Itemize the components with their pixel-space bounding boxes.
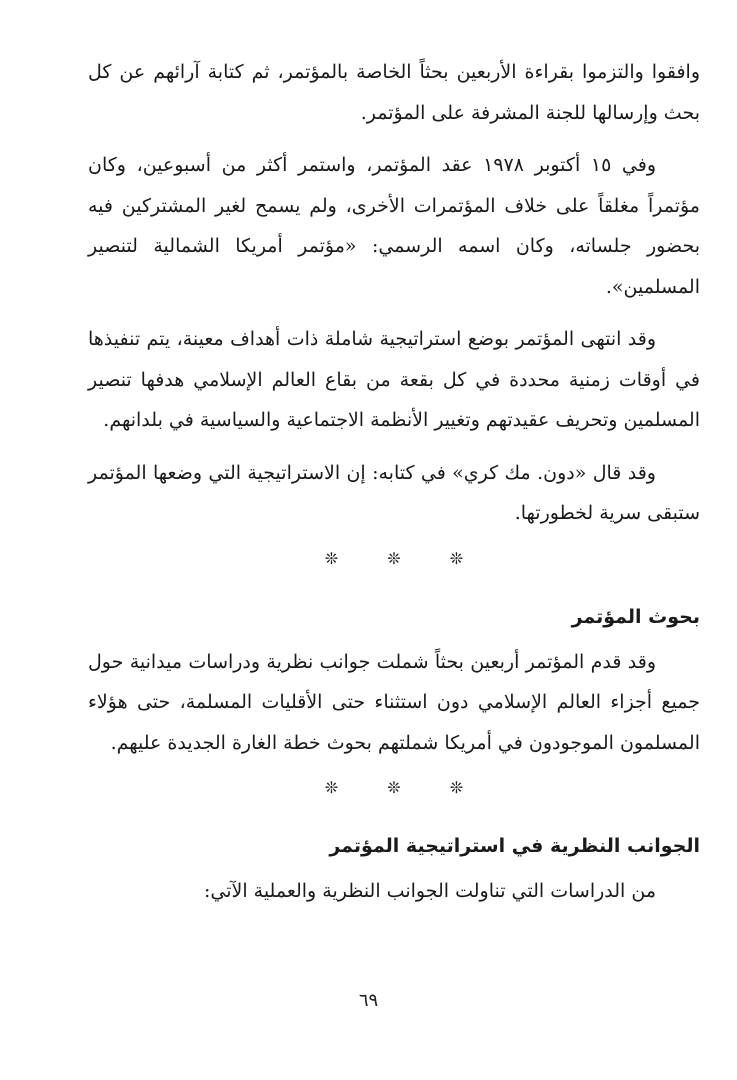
section-separator: ❊ ❊ ❊ [324,548,486,568]
paragraph-continuation: وافقوا والتزموا بقراءة الأربعين بحثاً الخاصة بالمؤتمر، ثم كتابة آرائهم عن كل بحث وإرسالها للجنة المشرفة على المؤتمر. [88,61,700,124]
section-separator: ❊ ❊ ❊ [324,778,486,797]
section-heading-theoretical-aspects: الجوانب النظرية في استراتيجية المؤتمر [329,835,700,857]
paragraph-conference-date: وفي ١٥ أكتوبر ١٩٧٨ عقد المؤتمر، واستمر أكثر من أسبوعين، وكان مؤتمراً مغلقاً على خلاف المؤتمرات الأخرى، ولم يسمح لغير المشتركين فيه بحضور جلساته، وكان اسمه الرسمي: «مؤتمر أمريكا الشمالية لتنصير المسلمين». [88,154,700,298]
paragraph-studies-intro: من الدراسات التي تناولت الجوانب النظرية والعملية الآتي: [203,880,656,902]
page-number: ٦٩ [358,990,379,1011]
section-heading-conference-research: بحوث المؤتمر [571,605,700,628]
document-page [88,52,700,924]
paragraph-strategy: وقد انتهى المؤتمر بوضع استراتيجية شاملة ذات أهداف معينة، يتم تنفيذها في أوقات زمنية محددة في كل بقعة من بقاع العالم الإسلامي هدفها تنصير المسلمين وتحريف عقيدتهم وتغيير الأنظمة الاجتماعية والسياسية في بلدانهم. [88,328,700,431]
paragraph-quote: وقد قال «دون. مك كري» في كتابه: إن الاستراتيجية التي وضعها المؤتمر ستبقى سرية لخطورتها. [88,461,700,524]
paragraph-research: وقد قدم المؤتمر أربعين بحثاً شملت جوانب نظرية ودراسات ميدانية حول جميع أجزاء العالم الإسلامي دون استثناء حتى الأقليات المسلمة، حتى هؤلاء المسلمون الموجودون في أمريكا شملتهم بحوث خطة الغارة الجديدة عليهم. [88,650,700,754]
